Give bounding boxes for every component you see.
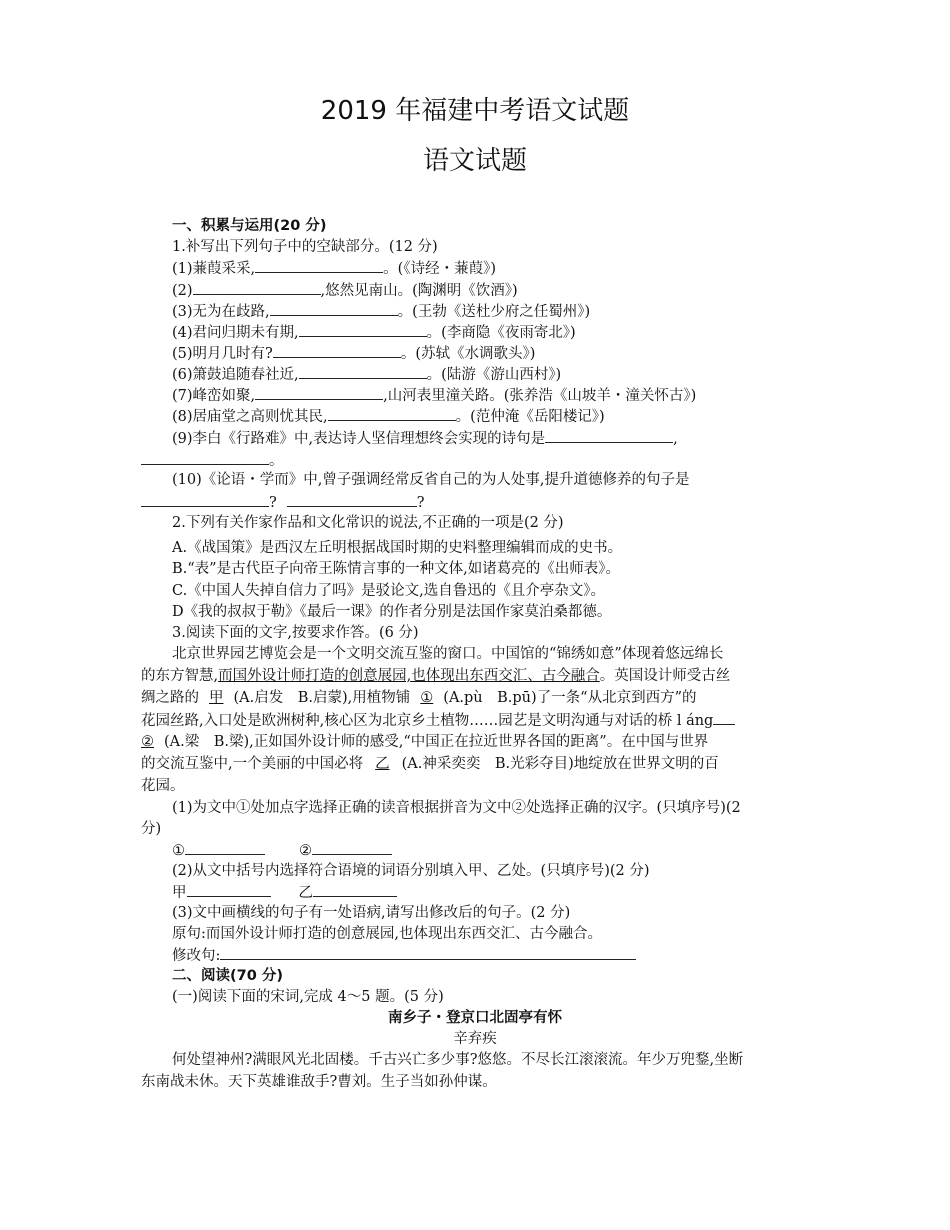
question-1-9: (9)李白《行路难》中,表达诗人坚信理想终会实现的诗句是 , [172,428,678,449]
passage-line: 花园丝路,入口处是欧洲树种,核心区为北京乡土植物……园艺是文明沟通与对话的桥 l áng [141,710,735,731]
page-subtitle: 语文试题 [422,146,527,176]
passage-line: 的东方智慧,而国外设计师打造的创意展园,也体现出东西交汇、古今融合。英国设计师受古丝 [141,668,731,684]
question-1-2: (2) ,悠然见南山。(陶渊明《饮酒》) [172,280,518,301]
blank-yi: 乙 [375,756,390,772]
question-3-2-answers: 甲 乙 [172,882,397,903]
answer-blank[interactable] [545,428,673,443]
option-d: D《我的叔叔于勒》《最后一课》的作者分别是法国作家莫泊桑都德。 [172,604,612,620]
section-heading: 二、阅读(70 分) [172,968,283,984]
poem-author: 辛弃疾 [453,1031,497,1047]
answer-blank[interactable] [328,406,456,421]
question-1-7: (7)峰峦如聚, ,山河表里潼关路。(张养浩《山坡羊・潼关怀古》) [172,385,696,406]
blank-jia: 甲 [209,690,224,706]
question-3-3: (3)文中画横线的句子有一处语病,请写出修改后的句子。(2 分) [172,905,571,921]
answer-blank[interactable] [187,882,271,897]
passage-line: 绸之路的 甲 (A.启发 B.启蒙),用植物铺 ① (A.pù B.pū)了一条“从北京到西方”的 [141,690,697,706]
question-3-2: (2)从文中括号内选择符合语境的词语分别填入甲、乙处。(只填序号)(2 分) [172,863,650,879]
answer-blank[interactable] [299,322,427,337]
question-1-3: (3)无为在歧路, 。(王勃《送杜少府之任蜀州》) [172,301,590,322]
question-3-1: (1)为文中①处加点字选择正确的读音根据拼音为文中②处选择正确的汉字。(只填序号)(2 [172,800,741,816]
answer-blank[interactable] [141,492,269,507]
answer-blank[interactable] [313,882,397,897]
passage-line: 北京世界园艺博览会是一个文明交流互鉴的窗口。中国馆的“锦绣如意”体现着悠远绵长 [172,646,724,662]
question-1-8: (8)居庙堂之高则忧其民, 。(范仲淹《岳阳楼记》) [172,406,605,427]
answer-blank[interactable] [255,385,383,400]
passage-line: 的交流互鉴中,一个美丽的中国必将 乙 (A.神采奕奕 B.光彩夺目)地绽放在世界文明的百 [141,756,719,772]
poem-line: 东南战未休。天下英雄谁敌手?曹刘。生子当如孙仲谋。 [141,1074,497,1090]
original-sentence: 原句:而国外设计师打造的创意展园,也体现出东西交汇、古今融合。 [172,926,602,942]
answer-blank[interactable] [185,840,265,855]
answer-blank[interactable] [193,280,321,295]
underlined-sentence: 而国外设计师打造的创意展园,也体现出东西交汇、古今融合 [218,668,600,684]
question-3-1-cont: 分) [141,821,162,837]
poem-line: 何处望神州?满眼风光北固楼。千古兴亡多少事?悠悠。不尽长江滚滚流。年少万兜鍪,坐断 [172,1052,744,1068]
question-1-10: (10)《论语・学而》中,曾子强调经常反省自己的为人处事,提升道德修养的句子是 [172,472,690,488]
question-1-10-cont: ? ? [141,492,425,513]
answer-blank[interactable] [299,364,427,379]
passage-line: 花园。 [141,778,185,794]
question-1-1: (1)蒹葭采采, 。(《诗经・蒹葭》) [172,258,496,279]
passage-line: ② (A.梁 B.梁),正如国外设计师的感受,“中国正在拉近世界各国的距离”。在中国与世界 [141,734,709,750]
question-1: 1.补写出下列句子中的空缺部分。(12 分) [172,239,438,255]
question-1-9-cont: 。 [141,450,284,471]
question-1-4: (4)君问归期未有期, 。(李商隐《夜雨寄北》) [172,322,576,343]
answer-blank[interactable] [287,492,417,507]
option-b: B.“表”是古代臣子向帝王陈情言事的一种文体,如诸葛亮的《出师表》。 [172,561,620,577]
answer-blank[interactable] [273,343,401,358]
question-1-6: (6)箫鼓追随春社近, 。(陆游《游山西村》) [172,364,561,385]
option-a: A.《战国策》是西汉左丘明根据战国时期的史料整理编辑而成的史书。 [172,540,623,556]
question-3-1-answers: ① ② [172,840,392,861]
question-1-5: (5)明月几时有? 。(苏轼《水调歌头》) [172,343,535,364]
option-c: C.《中国人失掉自信力了吗》是驳论文,选自鲁迅的《且介亭杂文》。 [172,583,606,599]
blank-2: ② [141,734,154,750]
poem-title: 南乡子・登京口北固亭有怀 [388,1010,562,1026]
revised-sentence: 修改句: [172,945,636,966]
question-2: 2.下列有关作家作品和文化常识的说法,不正确的一项是(2 分) [172,515,564,531]
subsection-heading: (一)阅读下面的宋词,完成 4～5 题。(5 分) [172,989,444,1005]
section-heading: 一、积累与运用(20 分) [172,218,327,234]
answer-blank[interactable] [220,945,636,960]
answer-blank[interactable] [270,301,398,316]
blank-1: ① [420,690,434,706]
page-title: 2019 年福建中考语文试题 [320,96,630,126]
question-3: 3.阅读下面的文字,按要求作答。(6 分) [172,625,419,641]
answer-blank[interactable] [141,450,269,465]
answer-blank[interactable] [255,258,383,273]
answer-blank[interactable] [312,840,392,855]
answer-blank[interactable] [713,710,735,725]
